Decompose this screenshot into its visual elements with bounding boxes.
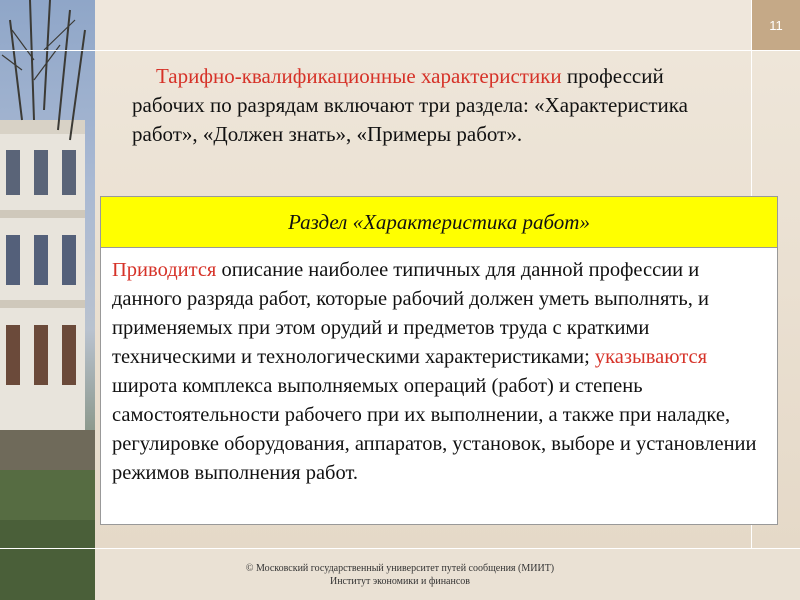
copyright-line-1: © Московский государственный университет путей сообщения (МИИТ) <box>245 563 555 574</box>
section-body <box>101 248 777 488</box>
section-text-1: описание наиболее типичных для данной профессии и данного разряда работ, которые рабочий должен уметь выполнять, и применяемых при этом орудий и предметов труда с краткими техническими и технологическими характеристиками; <box>112 259 709 368</box>
copyright <box>200 562 600 588</box>
highlight-word-1: Приводится <box>112 259 217 281</box>
intro-lead: Тарифно-квалификационные характеристики <box>156 64 562 88</box>
building-photo <box>0 0 95 600</box>
section-title: Раздел «Характеристика работ» <box>101 197 777 248</box>
header-divider <box>0 50 800 51</box>
building-illustration <box>0 0 95 600</box>
header-band <box>95 0 752 50</box>
section-text-2: широта комплекса выполняемых операций (работ) и степень самостоятельности рабочего при их выполнении, а также при наладке, регулировке оборудования, аппаратов, установок, выборе и установлении режимов выполнения работ. <box>112 375 757 484</box>
copyright-line-2: Институт экономики и финансов <box>329 576 471 587</box>
intro-rest: профессий рабочих по разрядам включают три раздела: «Характеристика работ», «Должен знать», «Примеры работ». <box>132 64 688 146</box>
intro-paragraph <box>132 62 722 149</box>
highlight-word-2: указываются <box>594 346 708 368</box>
section-table <box>100 196 778 525</box>
slide-number: 11 <box>752 0 800 50</box>
